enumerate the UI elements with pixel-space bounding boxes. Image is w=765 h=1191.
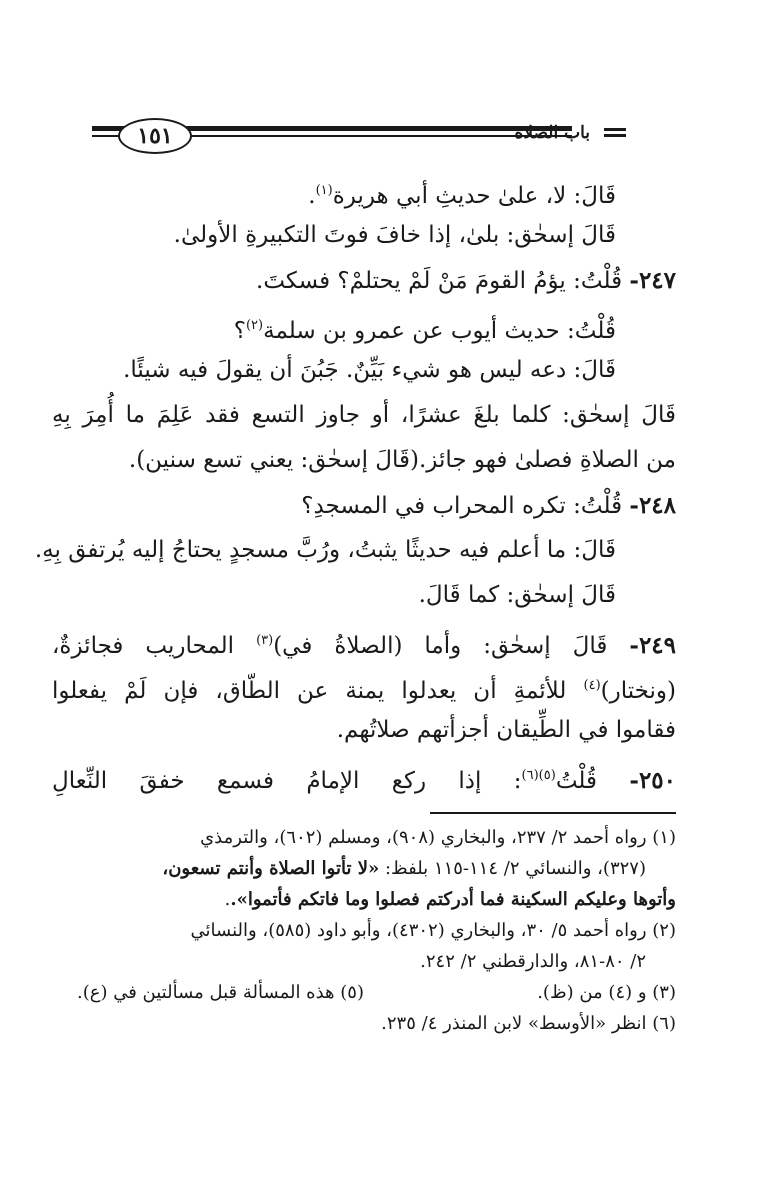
footnote-separator [430, 812, 676, 814]
footnote-1: (١) رواه أحمد ٢/ ٢٣٧، والبخاري (٩٠٨)، ومسلم (٦٠٢)، والترمذي [200, 827, 676, 848]
question-number: ٢٥٠- [629, 767, 676, 794]
text-line: قَالَ إسحٰق: كما قَالَ. [418, 582, 616, 608]
question-number: ٢٤٨- [629, 492, 676, 519]
text-line: ٢٤٧- قُلْتُ: يؤمُ القومَ مَنْ لَمْ يحتلمْ؟ فسكتَ. [256, 267, 676, 294]
chapter-mark-icon [604, 128, 626, 139]
footnote-3-4: (٣) و (٤) من (ظ). [537, 982, 676, 1003]
footnote-6: (٦) انظر «الأوسط» لابن المنذر ٤/ ٢٣٥. [381, 1013, 676, 1034]
text-line: قَالَ: دعه ليس هو شيء بَيِّنٌ. جَبُنَ أن يقولَ فيه شيئًا. [123, 357, 616, 383]
main-text [34, 168, 676, 798]
text-line: (ونختار)$^{(٤)}$ للأئمةِ أن يعدلوا يمنة عن الطّاق، فإن لَمْ يفعلوا [52, 678, 676, 704]
footnote-5: (٥) هذه المسألة قبل مسألتين في (ع). [76, 982, 364, 1003]
text-line: قَالَ: لا، علىٰ حديثِ أبي هريرة$^{(١)}$. [308, 183, 616, 209]
footnote-1-cont: وأتوها وعليكم السكينة فما أدركتم فصلوا وما فاتكم فأتموا».. [224, 889, 676, 910]
question-number: ٢٤٧- [629, 267, 676, 294]
text-line: ٢٤٨- قُلْتُ: تكره المحراب في المسجدِ؟ [301, 492, 676, 519]
text-line: من الصلاةِ فصلىٰ فهو جائز.(قَالَ إسحٰق: يعني تسع سنين). [128, 447, 676, 473]
text-line: قَالَ إسحٰق: كلما بلغَ عشرًا، أو جاوز التسع فقد عَلِمَ ما أُمِرَ بِهِ [52, 402, 676, 428]
footnote-2-cont: ٢/ ٨٠-٨١، والدارقطني ٢/ ٢٤٢. [420, 951, 646, 972]
footnote-3-4-5 [52, 977, 676, 1008]
text-line: ٢٥٠- قُلْتُ$^{(٥)(٦)}$: إذا ركع الإمامُ فسمع خفقَ النِّعالِ [52, 767, 676, 794]
text-line: قَالَ: ما أعلم فيه حديثًا يثبتُ، ورُبَّ مسجدٍ يحتاجُ إليه يُرتفق بِهِ. [34, 537, 616, 563]
text-line: قُلْتُ: حديث أيوب عن عمرو بن سلمة$^{(٢)}$؟ [233, 318, 616, 344]
text-line: قَالَ إسحٰق: بلىٰ، إذا خافَ فوتَ التكبيرةِ الأولىٰ. [173, 222, 616, 248]
question-number: ٢٤٩- [629, 632, 676, 659]
footnote-1-cont: (٣٢٧)، والنسائي ٢/ ١١٤-١١٥ بلفظ: «لا تأتوا الصلاة وأنتم تسعون، [162, 858, 646, 879]
footnote-2: (٢) رواه أحمد ٥/ ٣٠، والبخاري (٤٣٠٢)، وأبو داود (٥٨٥)، والنسائي [190, 920, 676, 941]
footnotes [52, 822, 676, 1039]
chapter-title: باب الصلاة [514, 123, 590, 143]
text-line: ٢٤٩- قَالَ إسحٰق: وأما (الصلاةُ في)$^{(٣)}$ المحاريب فجائزةٌ، [52, 632, 676, 659]
page-header [92, 118, 626, 152]
page-number: ١٥١ [118, 118, 192, 154]
text-line: فقاموا في الطِّيقان أجزأتهم صلاتُهم. [336, 717, 676, 743]
